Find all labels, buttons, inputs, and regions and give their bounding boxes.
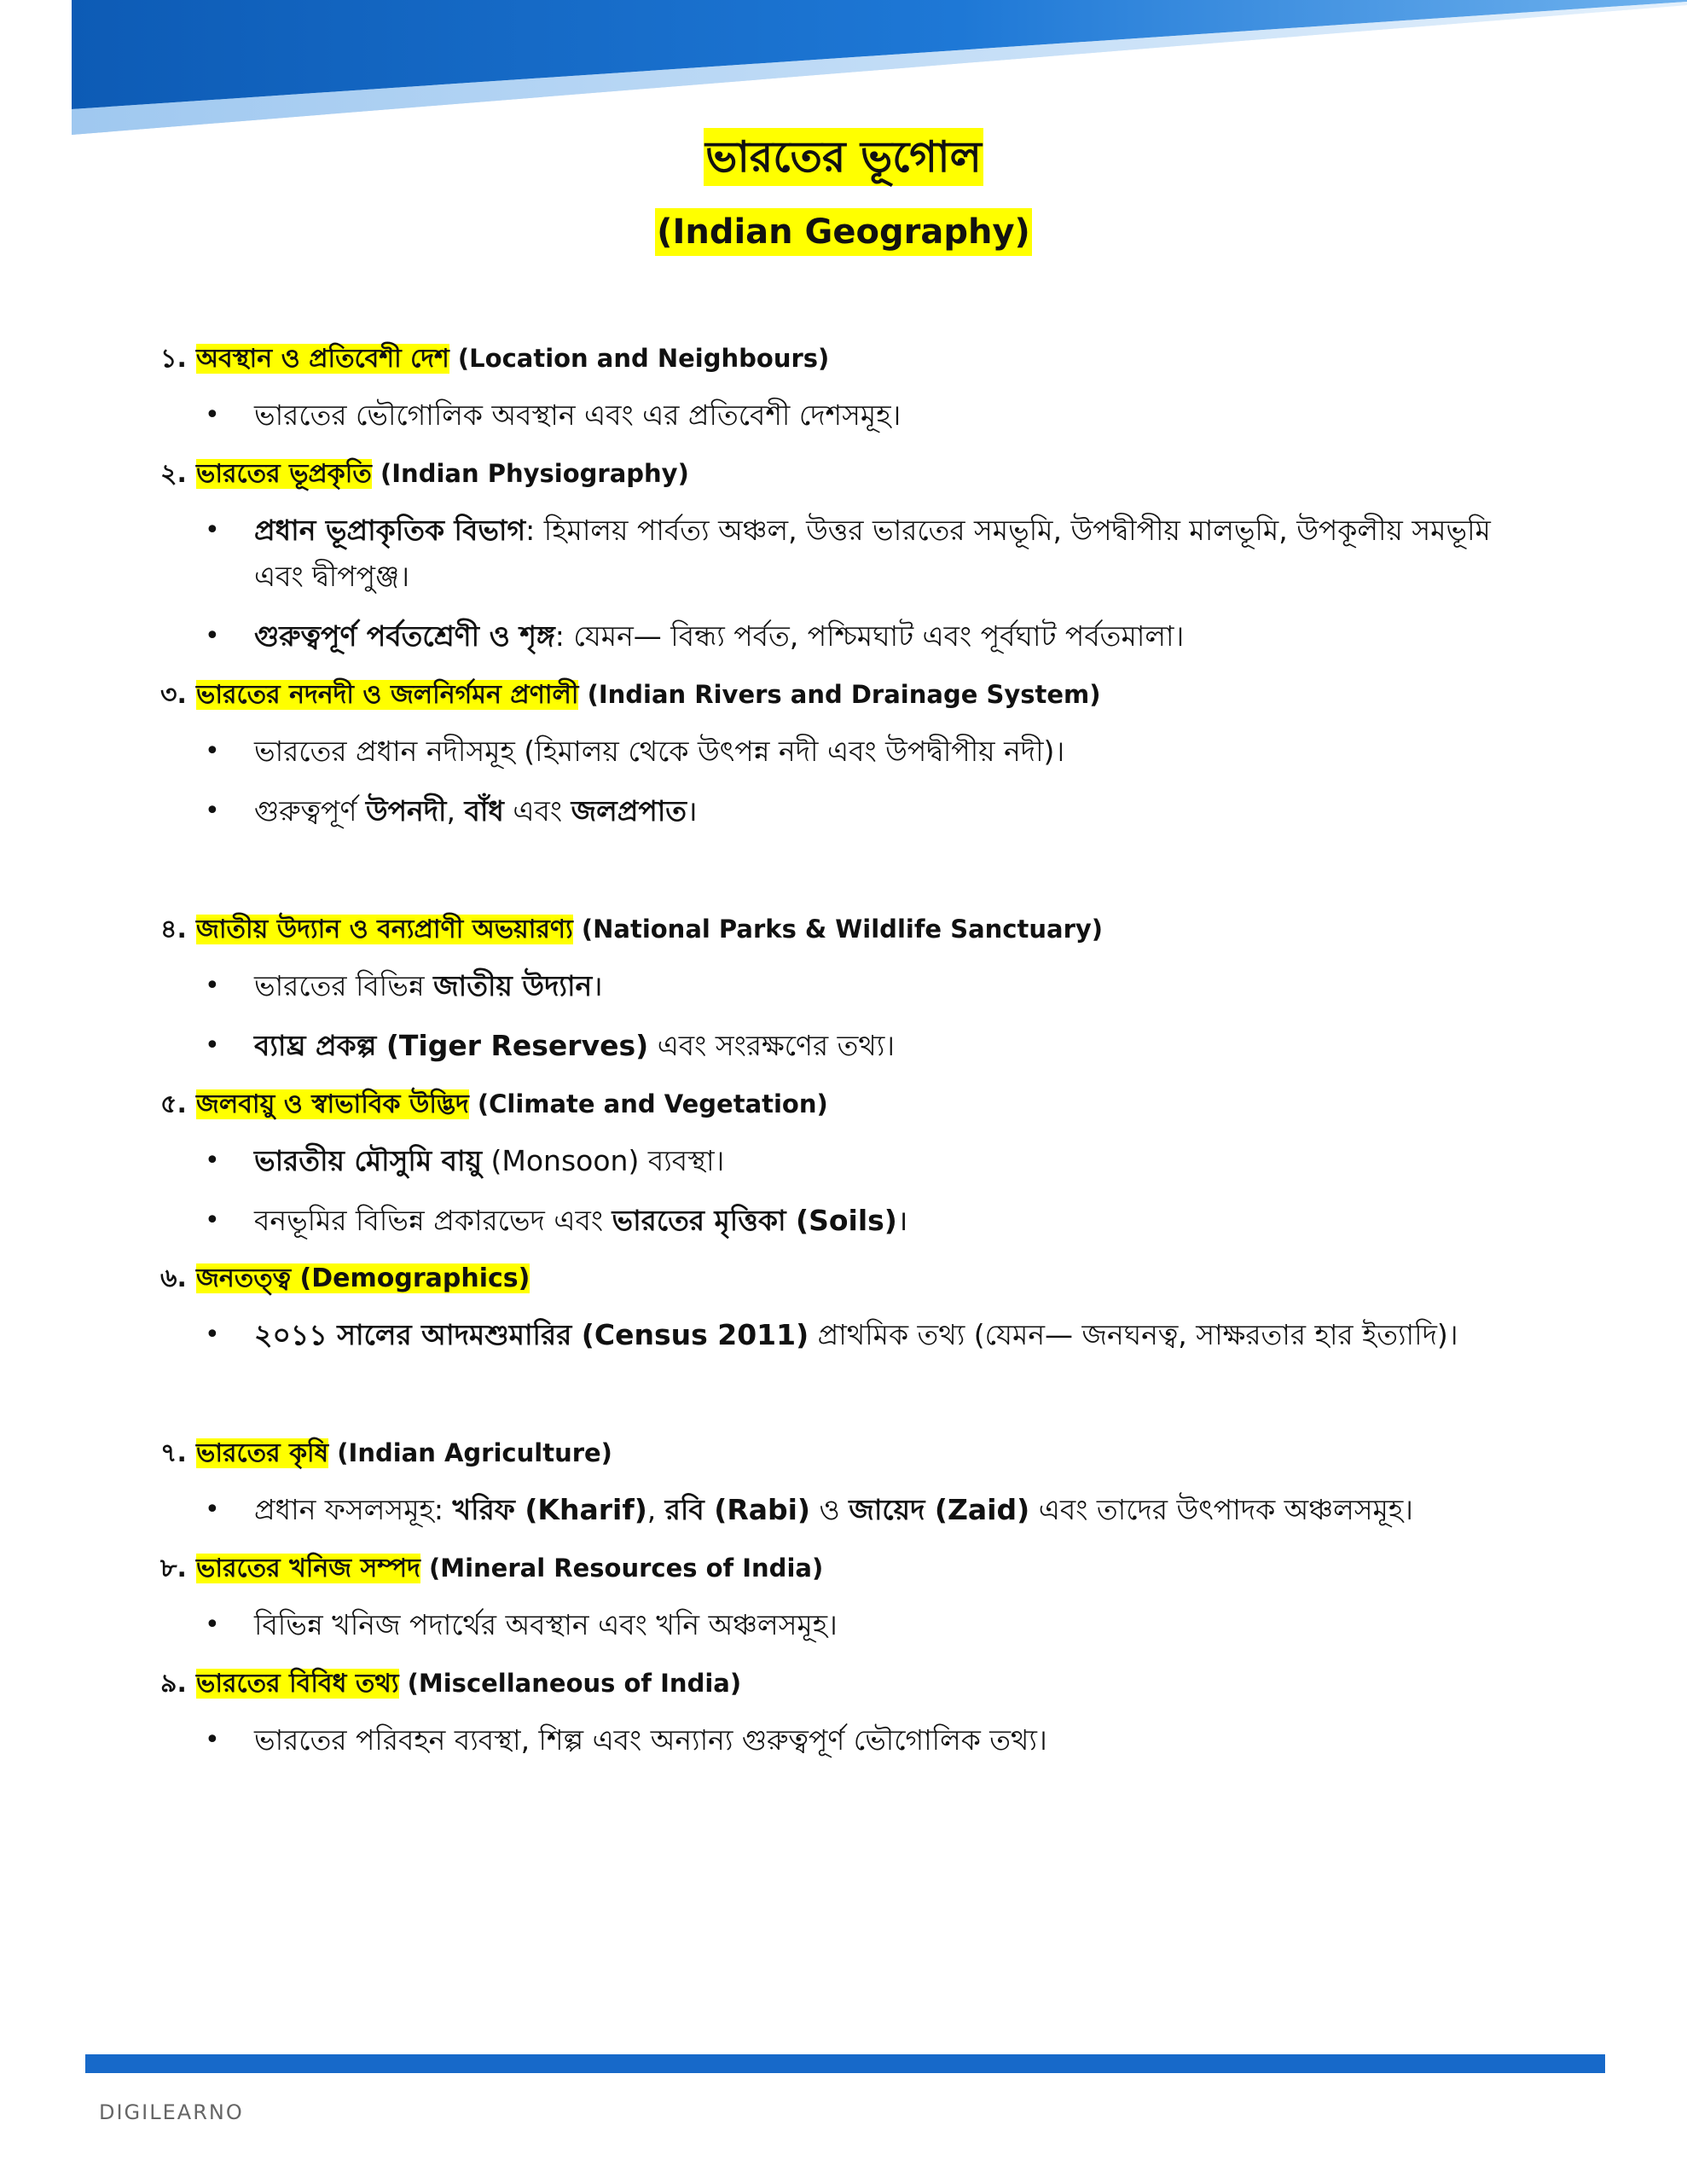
bullet-list [160, 508, 1542, 659]
section-heading [160, 337, 1542, 380]
bold-text: ২০১১ সালের আদমশুমারির [254, 1318, 572, 1351]
section-title-english: (Miscellaneous of India) [398, 1669, 742, 1698]
bold-text: জাতীয় উদ্যান [433, 969, 593, 1002]
list-item [205, 1602, 1542, 1648]
section-title-english: (Mineral Resources of India) [420, 1554, 824, 1583]
section-title: অবস্থান ও প্রতিবেশী দেশ [196, 344, 449, 374]
text: গুরুত্বপূর্ণ [254, 794, 366, 828]
text: ভারতের ভৌগোলিক অবস্থান এবং এর প্রতিবেশী দেশসমূহ। [254, 398, 901, 432]
list-item [205, 1198, 1542, 1244]
section-heading [160, 1258, 1542, 1300]
text: এবং [503, 794, 571, 828]
text: প্রাথমিক তথ্য (যেমন— জনঘনত্ব, সাক্ষরতার হার ইত্যাদি)। [809, 1318, 1458, 1351]
section-number: ২. [160, 459, 187, 489]
list-item [205, 392, 1542, 439]
footer-brand: DIGILEARNO [99, 2100, 244, 2124]
section-title-english: (Climate and Vegetation) [468, 1089, 828, 1118]
section [160, 1662, 1542, 1763]
section-heading [160, 673, 1542, 717]
bold-text: (Kharif) [514, 1493, 647, 1526]
text: । [896, 1204, 908, 1237]
text: ভারতের পরিবহন ব্যবস্থা, শিল্প এবং অন্যান্য গুরুত্বপূর্ণ ভৌগোলিক তথ্য। [254, 1723, 1047, 1757]
section-title-english: (Indian Agriculture) [328, 1438, 612, 1467]
list-item [205, 729, 1542, 775]
text: । [592, 969, 603, 1002]
text: (Monsoon) ব্যবস্থা। [482, 1144, 725, 1177]
list-item [205, 1487, 1542, 1533]
bullet-icon: • [205, 1205, 220, 1235]
footer-bar [85, 2054, 1605, 2073]
bullet-list [160, 1487, 1542, 1533]
section [160, 1258, 1542, 1358]
bullet-icon: • [205, 736, 220, 766]
list-item [205, 1312, 1542, 1358]
section-number: ৪. [160, 915, 187, 944]
topic-list [160, 337, 1542, 1777]
bold-text: (Soils) [786, 1204, 897, 1237]
bullet-icon: • [205, 621, 220, 651]
text: : যেমন— বিন্ধ্য পর্বত, পশ্চিমঘাট এবং পূর্বঘাট পর্বতমালা। [554, 619, 1185, 653]
bullet-list [160, 1138, 1542, 1244]
section-heading [160, 452, 1542, 496]
bold-text: রবি [664, 1493, 704, 1526]
text: বনভূমির বিভিন্ন প্রকারভেদ এবং [254, 1204, 612, 1237]
bullet-list [160, 1312, 1542, 1358]
text: ও [810, 1493, 849, 1526]
list-item [205, 613, 1542, 659]
section-title: জনতত্ত্ব (Demographics) [196, 1263, 530, 1293]
bold-text: ব্যাঘ্র প্রকল্প [254, 1029, 377, 1062]
bullet-icon: • [205, 1031, 220, 1060]
section-title: ভারতের বিবিধ তথ্য [196, 1669, 399, 1699]
bold-text: (Rabi) [704, 1493, 811, 1526]
bold-text: জলপ্রপাত [571, 794, 687, 828]
text: , [646, 1493, 665, 1526]
text: ভারতের প্রধান নদীসমূহ (হিমালয় থেকে উৎপন্ন নদী এবং উপদ্বীপীয় নদী)। [254, 735, 1065, 768]
header-banner [0, 0, 1687, 145]
section [160, 908, 1542, 1069]
bullet-icon: • [205, 400, 220, 430]
list-item [205, 1717, 1542, 1763]
bullet-icon: • [205, 1320, 220, 1350]
section-title-english: (Indian Rivers and Drainage System) [578, 680, 1101, 709]
list-item [205, 963, 1542, 1009]
section [160, 1432, 1542, 1533]
bullet-list [160, 1602, 1542, 1648]
section-heading [160, 1083, 1542, 1126]
bold-text: জায়েদ [849, 1493, 925, 1526]
bullet-icon: • [205, 1146, 220, 1176]
bullet-list [160, 1717, 1542, 1763]
bold-text: (Tiger Reserves) [376, 1029, 649, 1062]
list-item [205, 788, 1542, 834]
section-number: ১. [160, 344, 187, 374]
bullet-icon: • [205, 1610, 220, 1640]
bold-text: বাঁধ [464, 794, 504, 828]
section-number: ৮. [160, 1554, 187, 1583]
list-item [205, 508, 1542, 600]
section [160, 452, 1542, 659]
title-block [0, 128, 1687, 256]
section-number: ৯. [160, 1669, 187, 1699]
text: । [687, 794, 698, 828]
bold-text: ভারতীয় মৌসুমি বায়ু [254, 1144, 483, 1177]
section-title: জলবায়ু ও স্বাভাবিক উদ্ভিদ [196, 1089, 469, 1119]
spacer [160, 1372, 1542, 1432]
section [160, 673, 1542, 834]
section [160, 1083, 1542, 1244]
section-number: ৫. [160, 1089, 187, 1119]
bullet-list [160, 392, 1542, 439]
text: এবং সংরক্ষণের তথ্য। [648, 1029, 896, 1062]
section-title: জাতীয় উদ্যান ও বন্যপ্রাণী অভয়ারণ্য [196, 915, 573, 944]
text: : হিমালয় পার্বত্য অঞ্চল, উত্তর ভারতের সমভূমি, উপদ্বীপীয় মালভূমি, উপকূলীয় সমভূমি এবং দ্বীপপুঞ্জ। [254, 514, 1491, 593]
bullet-list [160, 729, 1542, 834]
section-heading [160, 1662, 1542, 1705]
bold-text: প্রধান ভূপ্রাকৃতিক বিভাগ [254, 514, 526, 547]
section-heading [160, 1547, 1542, 1590]
bold-text: (Census 2011) [571, 1318, 809, 1351]
bullet-icon: • [205, 971, 220, 1001]
section-title: ভারতের কৃষি [196, 1438, 329, 1468]
bold-text: উপনদী [365, 794, 447, 828]
section [160, 1547, 1542, 1648]
bold-text: ভারতের মৃত্তিকা [612, 1204, 786, 1237]
section-title-english: (Indian Physiography) [371, 459, 689, 488]
section-title-english: (National Parks & Wildlife Sanctuary) [572, 915, 1104, 944]
bullet-icon: • [205, 1495, 220, 1525]
bullet-icon: • [205, 515, 220, 545]
section-heading [160, 908, 1542, 951]
section-number: ৩. [160, 680, 187, 710]
text: ভারতের বিভিন্ন [254, 969, 434, 1002]
bullet-icon: • [205, 1725, 220, 1755]
page-title: ভারতের ভূগোল [704, 128, 983, 186]
section-number: ৬. [160, 1263, 187, 1293]
bullet-list [160, 963, 1542, 1069]
bold-text: খরিফ [452, 1493, 515, 1526]
section-title: ভারতের নদনদী ও জলনির্গমন প্রণালী [196, 680, 579, 710]
section [160, 337, 1542, 439]
bold-text: (Zaid) [925, 1493, 1030, 1526]
section-number: ৭. [160, 1438, 187, 1468]
list-item [205, 1138, 1542, 1184]
text: , [446, 794, 465, 828]
text: প্রধান ফসলসমূহ: [254, 1493, 453, 1526]
section-title-english: (Location and Neighbours) [449, 344, 830, 373]
page-subtitle: (Indian Geography) [655, 208, 1032, 256]
list-item [205, 1023, 1542, 1069]
bold-text: গুরুত্বপূর্ণ পর্বতশ্রেণী ও শৃঙ্গ [254, 619, 555, 653]
section-heading [160, 1432, 1542, 1475]
section-title: ভারতের খনিজ সম্পদ [196, 1554, 420, 1583]
bullet-icon: • [205, 796, 220, 826]
section-title: ভারতের ভূপ্রকৃতি [196, 459, 372, 489]
text: এবং তাদের উৎপাদক অঞ্চলসমূহ। [1029, 1493, 1413, 1526]
spacer [160, 848, 1542, 908]
text: বিভিন্ন খনিজ পদার্থের অবস্থান এবং খনি অঞ্চলসমূহ। [254, 1608, 838, 1641]
